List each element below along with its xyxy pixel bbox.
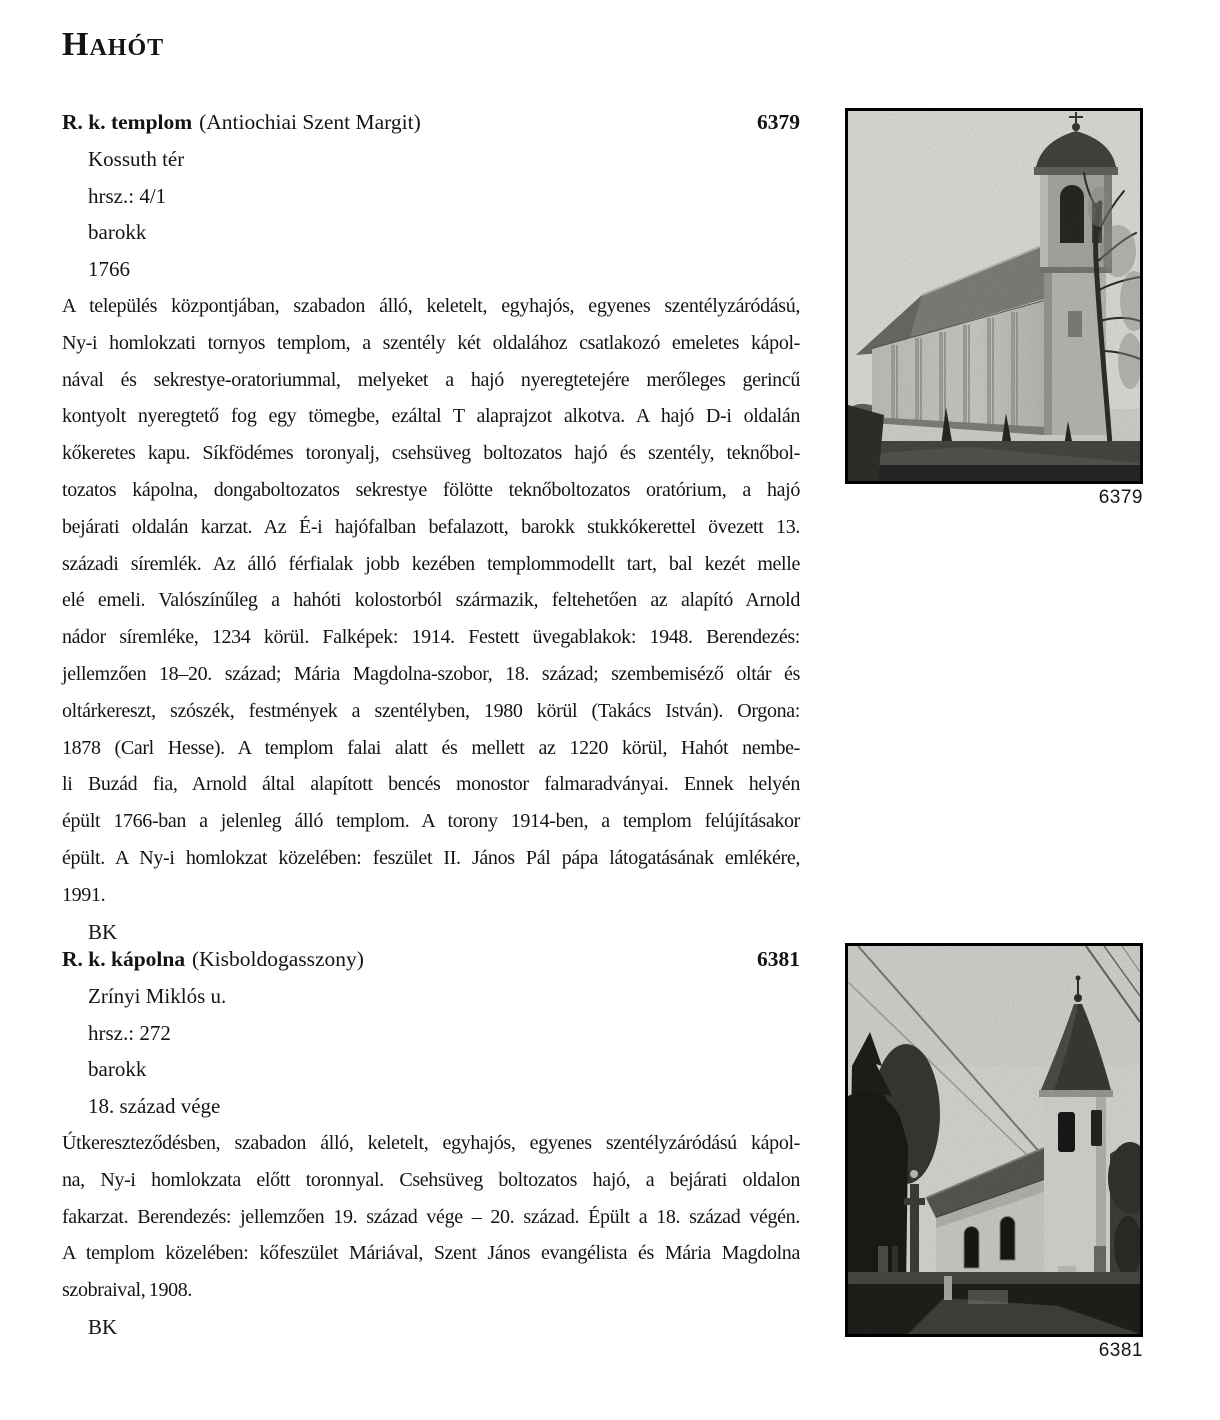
text-line: barokk: [88, 220, 147, 245]
text-line: elé emeli. Valószínűleg a hahóti kolostorból származik, feltehetően az alapító Arnold: [62, 589, 800, 612]
text-line: 18. század vége: [88, 1094, 221, 1119]
text-line: szobraival, 1908.: [62, 1279, 193, 1302]
text-line: Kossuth tér: [88, 146, 185, 171]
text-line: 1878 (Carl Hesse). A templom falai alatt és mellett az 1220 körül, Hahót nembe-: [62, 736, 800, 759]
entry-signature: BK: [88, 1314, 118, 1339]
text-line: oltárkereszt, szószék, festmények a szentélyben, 1980 körül (Takács István). Orgona:: [62, 699, 800, 722]
entry-name: R. k. templom: [62, 110, 193, 134]
text-line: épült 1766-ban a jelenleg álló templom. A torony 1914-ben, a templom felújításakor: [62, 810, 800, 833]
text-line: 1991.: [62, 883, 106, 906]
text-line: 1766: [88, 257, 130, 282]
text-line: kontyolt nyeregtető fog egy tömegbe, ezáltal T alaprajzot alkotva. A hajó D-i oldalán: [62, 405, 800, 428]
entry-6381: [62, 941, 800, 1346]
entry-details: [88, 141, 800, 288]
text-line: Útkereszteződésben, szabadon álló, keletelt, egyhajós, egyenes szentélyzáródású kápol-: [62, 1131, 800, 1154]
entry-dedication: (Antiochiai Szent Margit): [199, 110, 421, 134]
photo-frame: [845, 943, 1143, 1337]
photo-figure-6379: [845, 108, 1143, 509]
entry-signature: BK: [88, 919, 118, 944]
entry-number: 6379: [757, 110, 800, 134]
chapel-photo-6381-image: [848, 946, 1140, 1334]
entry-title: [62, 941, 364, 978]
entry-number: 6381: [757, 947, 800, 971]
entry-heading: [62, 941, 800, 978]
entry-dedication: (Kisboldogasszony): [191, 947, 364, 971]
text-line: li Buzád fia, Arnold által alapított bencés monostor falmaradványai. Ennek helyén: [62, 773, 800, 796]
photo-figure-6381: [845, 943, 1143, 1362]
text-line: bejárati oldalán karzat. Az É-i hajófalban befalazott, barokk stukkókerettel övezett 13.: [62, 515, 800, 538]
text-line: tozatos kápolna, dongaboltozatos sekrestye fölötte teknőboltozatos oratórium, a hajó: [62, 478, 800, 501]
entry-title: [62, 104, 421, 141]
text-line: épült. A Ny-i homlokzat közelében: feszület II. János Pál pápa látogatásának emlékére,: [62, 846, 800, 869]
text-line: nával és sekrestye-oratoriummal, melyeket a hajó nyeregtetejére merőleges gerincű: [62, 368, 800, 391]
text-line: A templom közelében: kőfeszület Máriával, Szent János evangélista és Mária Magdolna: [62, 1242, 800, 1265]
text-line: barokk: [88, 1057, 147, 1082]
entry-body: [62, 288, 800, 914]
church-photo-6379-image: [848, 111, 1140, 481]
entry-heading: [62, 104, 800, 141]
photo-caption: 6379: [1098, 487, 1143, 508]
text-line: A település központjában, szabadon álló, keletelt, egyhajós, egyenes szentélyzáródású,: [62, 294, 800, 317]
text-line: Ny-i homlokzati tornyos templom, a szentély két oldalához csatlakozó emeletes kápol-: [62, 331, 800, 354]
text-line: hrsz.: 272: [88, 1020, 171, 1045]
text-line: nádor síremléke, 1234 körül. Falképek: 1914. Festett üvegablakok: 1948. Berendezés:: [62, 626, 800, 649]
text-line: hrsz.: 4/1: [88, 183, 167, 208]
text-line: na, Ny-i homlokzata előtt toronnyal. Csehsüveg boltozatos hajó, a bejárati oldalon: [62, 1168, 800, 1191]
text-line: századi síremlék. Az álló férfialak jobb kezében templommodellt tart, bal kezét melle: [62, 552, 800, 575]
text-line: jellemzően 18–20. század; Mária Magdolna-szobor, 18. század; szembemiséző oltár és: [62, 662, 800, 685]
entry-6379: [62, 104, 800, 950]
page-title: Hahót: [62, 26, 165, 63]
photo-caption: 6381: [1098, 1340, 1143, 1361]
text-line: kőkeretes kapu. Síkfödémes toronyalj, csehsüveg boltozatos hajó és szentély, teknőbol-: [62, 442, 800, 465]
entry-details: [88, 978, 800, 1125]
text-line: fakarzat. Berendezés: jellemzően 19. század vége – 20. század. Épült a 18. század végén.: [62, 1205, 800, 1228]
entry-name: R. k. kápolna: [62, 947, 186, 971]
entry-body: [62, 1125, 800, 1309]
text-line: Zrínyi Miklós u.: [88, 983, 227, 1008]
photo-frame: [845, 108, 1143, 484]
